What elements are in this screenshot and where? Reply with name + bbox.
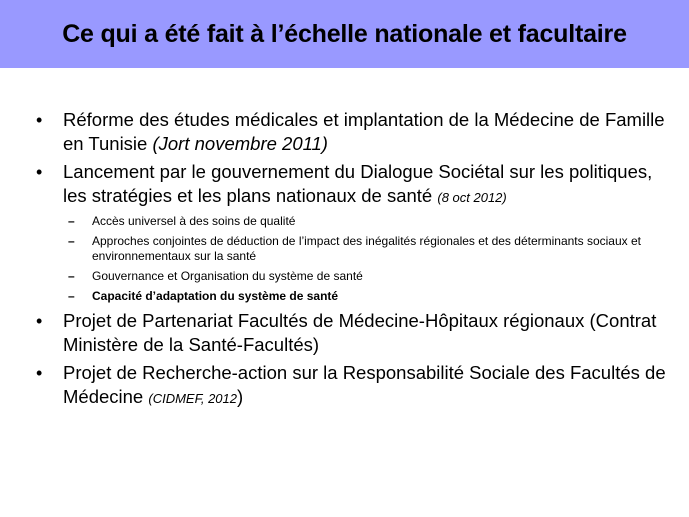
bullet-item-dialogue xyxy=(30,160,675,210)
sub-list xyxy=(30,214,675,304)
sub-item-text: Accès universel à des soins de qualité xyxy=(92,214,296,228)
bullet-icon: • xyxy=(36,363,43,383)
bullet-item-recherche xyxy=(30,361,675,411)
bullet-icon: • xyxy=(36,162,43,182)
slide-title: Ce qui a été fait à l’échelle nationale et facultaire xyxy=(62,19,627,48)
sub-item xyxy=(30,214,675,229)
sub-item-text: Gouvernance et Organisation du système de santé xyxy=(92,269,363,283)
bullet-item-partenariat xyxy=(30,309,675,357)
sub-item xyxy=(30,269,675,284)
bullet-item-reforme xyxy=(30,108,675,156)
sub-item xyxy=(30,234,675,264)
dash-icon: – xyxy=(68,289,75,303)
dash-icon: – xyxy=(68,214,75,228)
sub-item-text: Approches conjointes de déduction de l’impact des inégalités régionales et des déterminants sociaux et environnementaux sur la santé xyxy=(92,234,641,263)
bullet-icon: • xyxy=(36,110,43,130)
sub-item xyxy=(30,289,675,304)
title-bar xyxy=(0,0,689,68)
dash-icon: – xyxy=(68,269,75,283)
bullet-text: Projet de Recherche-action sur la Responsabilité Sociale des Facultés de Médecine xyxy=(63,362,666,407)
bullet-note-suffix: ) xyxy=(237,386,244,407)
bullet-note: (8 oct xyxy=(437,190,474,205)
bullet-text: Réforme des études médicales et implantation de la Médecine de Famille en Tunisie xyxy=(63,109,665,154)
bullet-note: (Jort novembre 2011) xyxy=(152,133,328,154)
dash-icon: – xyxy=(68,234,75,248)
bullet-text: Projet de Partenariat Facultés de Médecine-Hôpitaux régionaux (Contrat Ministère de la Santé-Facultés) xyxy=(63,310,657,355)
slide-content xyxy=(30,108,675,415)
bullet-icon: • xyxy=(36,311,43,331)
bullet-note-year: 2012) xyxy=(473,190,507,205)
bullet-note: (CIDMEF, 2012 xyxy=(148,391,237,406)
sub-item-text: Capacité d’adaptation du système de santé xyxy=(92,289,339,303)
bullet-text: Lancement par le gouvernement du Dialogue Sociétal sur les politiques, les stratégies et les plans nationaux de santé xyxy=(63,161,653,206)
